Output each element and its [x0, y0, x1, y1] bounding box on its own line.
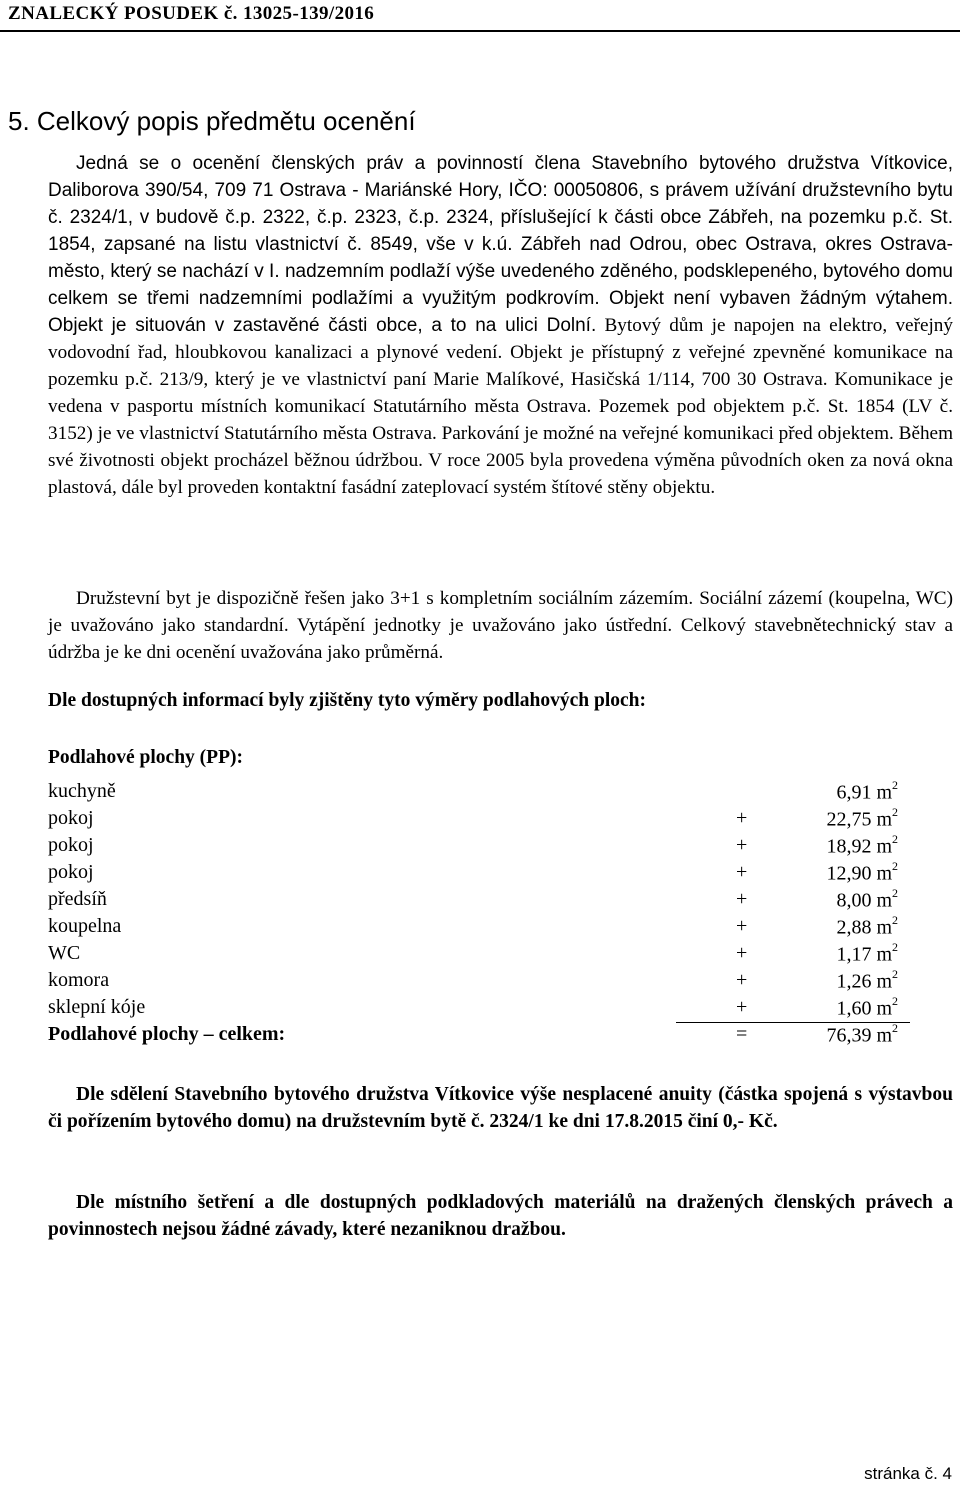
area-row [48, 969, 908, 996]
area-name: předsíň [48, 888, 107, 910]
area-value: 1,60 $m^2$ [836, 994, 898, 1020]
description-sans-text: Jedná se o ocenění členských práv a povinností člena Stavebního bytového družstva Vítkovice, Daliborova 390/54, 709 71 Ostrava - Mariánské Hory, IČO: 00050806, s právem užívání družstevního bytu č. 2324/1, v budově č.p. 2322, č.p. 2323, č.p. 2324, příslušející k části obce Zábřeh, na pozemku p.č. St. 1854, zapsané na listu vlastnictví č. 8549, vše v k.ú. Zábřeh nad Odrou, obec Ostrava, okres Ostrava-město, který se nachází v I. nadzemním podlaží výše uvedeného zděného, podsklepeného, bytového domu celkem se třemi nadzemními podlažími a využitým podkrovím. Objekt není vybaven žádným výtahem. Objekt je situován v zastavěné části obce, a to na ulici Dolní. [48, 153, 953, 336]
area-value: 12,90 $m^2$ [826, 859, 898, 885]
area-value: 18,92 $m^2$ [826, 832, 898, 858]
page-number: stránka č. 4 [864, 1464, 952, 1483]
area-total-value: 76,39 $m^2$ [826, 1021, 898, 1047]
area-row [48, 807, 908, 834]
area-operator: + [736, 915, 748, 937]
description-serif-text: Bytový dům je napojen na elektro, veřejný vodovodní řad, hloubkovou kanalizaci a plynové vedení. Objekt je přístupný z veřejné zpevněné komunikace na pozemku p.č. 213/9, který je ve vlastnictví paní Marie Malíkové, Hasičská 1/114, 700 30 Ostrava. Komunikace je vedena v pasportu místních komunikací Statutárního města Ostrava. Pozemek pod objektem p.č. St. 1854 (LV č. 3152) je ve vlastnictví Statutárního města Ostrava. Parkování je možné na veřejné komunikaci před objektem. Během své životnosti objekt procházel běžnou údržbou. V roce 2005 byla provedena výměna původních oken za nová okna plastová, dále byl proveden kontaktní fasádní zateplovací systém štítové stěny objektu. [48, 315, 953, 498]
area-name: koupelna [48, 915, 122, 937]
area-value: 6,91 $m^2$ [836, 778, 898, 804]
area-row [48, 942, 908, 969]
area-value: 2,88 $m^2$ [836, 913, 898, 939]
measures-title: Dle dostupných informací byly zjištěny tyto výměry podlahových ploch: [48, 690, 647, 711]
area-name: pokoj [48, 807, 94, 829]
document-title: ZNALECKÝ POSUDEK č. 13025-139/2016 [8, 3, 375, 24]
area-operator: + [736, 888, 748, 910]
area-total-row [48, 1023, 908, 1050]
area-operator: + [736, 996, 748, 1018]
area-value: 1,17 $m^2$ [836, 940, 898, 966]
area-value: 22,75 $m^2$ [826, 805, 898, 831]
area-row [48, 915, 908, 942]
floor-areas-title: Podlahové plochy (PP): [48, 747, 243, 768]
area-operator: + [736, 942, 748, 964]
sum-divider [676, 1022, 910, 1023]
area-operator: + [736, 834, 748, 856]
area-row [48, 861, 908, 888]
area-name: komora [48, 969, 110, 991]
area-name: WC [48, 942, 81, 964]
area-total-operator: = [736, 1023, 748, 1045]
area-operator: + [736, 969, 748, 991]
annuity-note: Dle sdělení Stavebního bytového družstva Vítkovice výše nesplacené anuity (částka spojená s výstavbou či pořízením bytového domu) na družstevním bytě č. 2324/1 ke dni 17.8.2015 činí 0,- Kč. [48, 1084, 953, 1132]
area-name: pokoj [48, 861, 94, 883]
layout-paragraph: Družstevní byt je dispozičně řešen jako 3+1 s kompletním sociálním zázemím. Sociální zázemí (koupelna, WC) je uvažováno jako standardní. Vytápění jednotky je uvažováno jako ústřední. Celkový stavebnětechnický stav a údržba je ke dni ocenění uvažována jako průměrná. [48, 588, 953, 663]
document-header [0, 0, 960, 32]
area-row [48, 834, 908, 861]
area-total-name: Podlahové plochy – celkem: [48, 1023, 286, 1045]
area-row [48, 780, 908, 807]
floor-area-table [48, 780, 908, 1050]
area-name: pokoj [48, 834, 94, 856]
description-paragraph [48, 150, 953, 501]
defects-note: Dle místního šetření a dle dostupných podkladových materiálů na dražených členských právech a povinnostech nejsou žádné závady, které nezaniknou dražbou. [48, 1192, 953, 1240]
area-name: sklepní kóje [48, 996, 146, 1018]
area-row [48, 888, 908, 915]
area-name: kuchyně [48, 780, 116, 802]
area-operator: + [736, 861, 748, 883]
area-row [48, 996, 908, 1023]
area-value: 1,26 $m^2$ [836, 967, 898, 993]
section-heading: 5. Celkový popis předmětu ocenění [8, 106, 416, 136]
area-value: 8,00 $m^2$ [836, 886, 898, 912]
area-operator: + [736, 807, 748, 829]
